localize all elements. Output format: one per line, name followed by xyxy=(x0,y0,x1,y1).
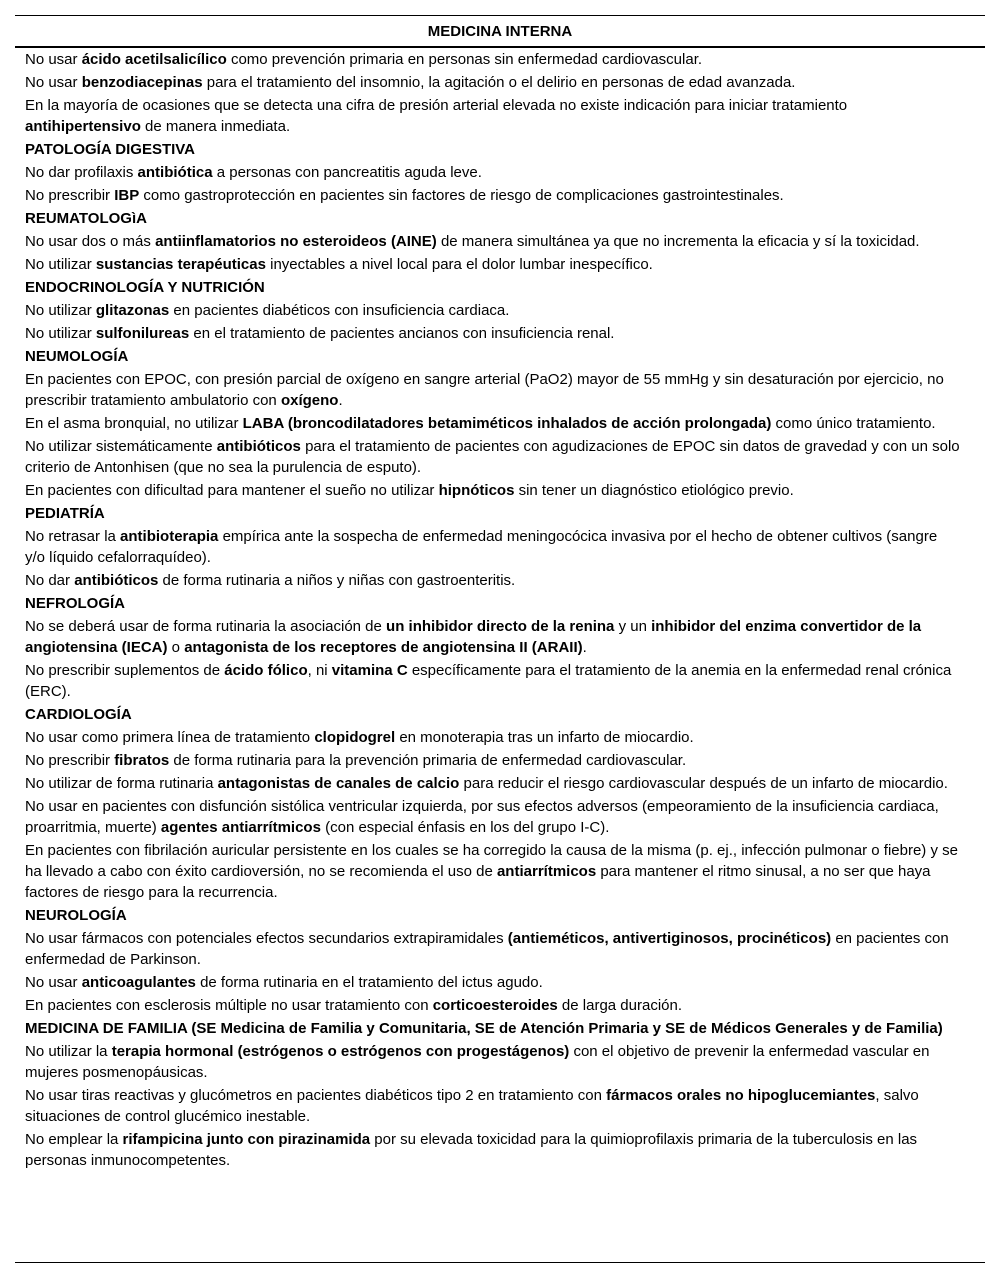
text-run: en monoterapia tras un infarto de miocardio. xyxy=(395,729,694,746)
recommendation-item xyxy=(25,1085,961,1127)
recommendation-item xyxy=(25,972,961,993)
drug-term: sustancias terapéuticas xyxy=(95,256,266,273)
text-run: (con especial énfasis en los del grupo I-C). xyxy=(320,819,610,836)
drug-term: glitazonas xyxy=(95,302,170,319)
text-run: No dar xyxy=(25,572,75,589)
table-title: MEDICINA INTERNA xyxy=(15,16,985,48)
recommendation-item xyxy=(25,231,961,252)
section-heading: NEFROLOGÍA xyxy=(25,595,125,612)
drug-term: ácido fólico xyxy=(224,662,308,679)
text-run: No usar xyxy=(25,51,82,68)
text-run: No emplear la xyxy=(25,1131,123,1148)
text-run: En la mayoría de ocasiones que se detecta una cifra de presión arterial elevada no existe indicación para iniciar tratamiento xyxy=(25,97,848,114)
section-heading: PATOLOGÍA DIGESTIVA xyxy=(25,141,196,158)
bottom-rule xyxy=(15,1262,985,1263)
text-run: para mantener el ritmo sinusal, a no ser que haya factores de riesgo para la recurrencia. xyxy=(25,863,931,901)
drug-term: antihipertensivo xyxy=(25,118,141,135)
text-run: de forma rutinaria en el tratamiento del ictus agudo. xyxy=(195,974,543,991)
text-run: para el tratamiento del insomnio, la agitación o el delirio en personas de edad avanzada. xyxy=(202,74,796,91)
section-heading: ENDOCRINOLOGÍA Y NUTRICIÓN xyxy=(25,279,265,296)
drug-term: LABA (broncodilatadores betamiméticos inhalados de acción prolongada) xyxy=(242,415,772,432)
drug-term: rifampicina junto con pirazinamida xyxy=(122,1131,371,1148)
section-heading: NEUMOLOGÍA xyxy=(25,348,129,365)
section-heading: NEUROLOGÍA xyxy=(25,907,127,924)
recommendation-item xyxy=(25,95,961,137)
recommendation-item xyxy=(25,928,961,970)
recommendation-item xyxy=(25,480,961,501)
text-run: en el tratamiento de pacientes ancianos con insuficiencia renal. xyxy=(189,325,615,342)
recommendation-item xyxy=(25,413,961,434)
drug-term: ácido acetilsalicílico xyxy=(81,51,227,68)
drug-term: antiinflamatorios no esteroideos (AINE) xyxy=(155,233,437,250)
drug-term: sulfonilureas xyxy=(95,325,190,342)
text-run: No utilizar xyxy=(25,302,96,319)
drug-term: fármacos orales no hipoglucemiantes xyxy=(606,1087,876,1104)
drug-term: oxígeno xyxy=(280,392,339,409)
recommendation-item xyxy=(25,995,961,1016)
text-run: No se deberá usar de forma rutinaria la asociación de xyxy=(25,618,387,635)
section-heading: MEDICINA DE FAMILIA (SE Medicina de Familia y Comunitaria, SE de Atención Primaria y SE de Médicos Generales y de Familia) xyxy=(25,1020,943,1037)
recommendation-item xyxy=(25,254,961,275)
text-run: . xyxy=(582,639,587,656)
text-run: a personas con pancreatitis aguda leve. xyxy=(212,164,482,181)
recommendation-item xyxy=(25,49,961,70)
recommendation-item xyxy=(25,616,961,658)
recommendation-item xyxy=(25,526,961,568)
recommendation-item xyxy=(25,570,961,591)
text-run: para reducir el riesgo cardiovascular después de un infarto de miocardio. xyxy=(459,775,948,792)
text-run: No prescribir xyxy=(25,752,115,769)
text-run: específicamente para el tratamiento de la anemia en la enfermedad renal crónica (ERC). xyxy=(25,662,952,700)
text-run: empírica ante la sospecha de enfermedad meningocócica invasiva por el hecho de obtener cultivos (sangre y/o líquido cefalorraquídeo). xyxy=(25,528,938,566)
recommendation-item xyxy=(25,323,961,344)
text-run: No usar dos o más xyxy=(25,233,156,250)
text-run: de forma rutinaria para la prevención primaria de enfermedad cardiovascular. xyxy=(169,752,687,769)
drug-term: antibiótica xyxy=(137,164,213,181)
section-heading: PEDIATRÍA xyxy=(25,505,105,522)
text-run: No usar fármacos con potenciales efectos secundarios extrapiramidales xyxy=(25,930,508,947)
text-run: No usar xyxy=(25,74,82,91)
text-run: , salvo situaciones de control glucémico inestable. xyxy=(25,1087,919,1125)
text-run: En pacientes con EPOC, con presión parcial de oxígeno en sangre arterial (PaO2) mayor de 55 mmHg y sin desaturación por ejercicio, no prescribir tratamiento ambulatorio con xyxy=(25,371,944,409)
drug-term: clopidogrel xyxy=(314,729,396,746)
recommendation-item xyxy=(25,773,961,794)
text-run: En pacientes con fibrilación auricular persistente en los cuales se ha corregido la causa de la misma (p. ej., infección pulmonar o fiebre) y se ha llevado a cabo con éxito cardioversión, no se recomienda el uso de xyxy=(25,842,958,880)
drug-term: vitamina C xyxy=(331,662,408,679)
recommendation-item xyxy=(25,369,961,411)
text-run: , ni xyxy=(307,662,332,679)
recommendation-item xyxy=(25,750,961,771)
text-run: No prescribir xyxy=(25,187,115,204)
recommendation-item xyxy=(25,300,961,321)
text-run: inyectables a nivel local para el dolor lumbar inespecífico. xyxy=(265,256,653,273)
drug-term: antibióticos xyxy=(216,438,301,455)
drug-term: antagonista de los receptores de angiotensina II (ARAII) xyxy=(184,639,583,656)
text-run: No dar profilaxis xyxy=(25,164,138,181)
drug-term: antibióticos xyxy=(74,572,159,589)
text-run: de larga duración. xyxy=(557,997,683,1014)
drug-term: un inhibidor directo de la renina xyxy=(386,618,615,635)
text-run: en pacientes diabéticos con insuficiencia cardiaca. xyxy=(169,302,510,319)
text-run: de manera simultánea ya que no incrementa la eficacia y sí la toxicidad. xyxy=(436,233,920,250)
text-run: No prescribir suplementos de xyxy=(25,662,225,679)
text-run: de manera inmediata. xyxy=(140,118,291,135)
text-run: No retrasar la xyxy=(25,528,121,545)
drug-term: antibioterapia xyxy=(120,528,219,545)
recommendation-item xyxy=(25,1129,961,1171)
text-run: No usar xyxy=(25,974,82,991)
drug-term: (antieméticos, antivertiginosos, procinéticos) xyxy=(507,930,832,947)
recommendation-item xyxy=(25,162,961,183)
recommendation-item xyxy=(25,72,961,93)
drug-term: IBP xyxy=(114,187,140,204)
recommendation-item xyxy=(25,185,961,206)
text-run: No utilizar sistemáticamente xyxy=(25,438,217,455)
section-heading: CARDIOLOGÍA xyxy=(25,706,132,723)
recommendation-item xyxy=(25,840,961,903)
text-run: En el asma bronquial, no utilizar xyxy=(25,415,243,432)
recommendation-item xyxy=(25,660,961,702)
text-run: de forma rutinaria a niños y niñas con gastroenteritis. xyxy=(158,572,516,589)
text-run: . xyxy=(338,392,343,409)
text-run: como prevención primaria en personas sin enfermedad cardiovascular. xyxy=(226,51,703,68)
recommendation-item xyxy=(25,436,961,478)
drug-term: antagonistas de canales de calcio xyxy=(217,775,460,792)
text-run: sin tener un diagnóstico etiológico previo. xyxy=(514,482,794,499)
text-run: En pacientes con dificultad para mantener el sueño no utilizar xyxy=(25,482,439,499)
text-run: o xyxy=(167,639,185,656)
text-run: y un xyxy=(614,618,652,635)
text-run: por su elevada toxicidad para la quimioprofilaxis primaria de la tuberculosis en las personas inmunocompetentes. xyxy=(25,1131,918,1169)
text-run: En pacientes con esclerosis múltiple no usar tratamiento con xyxy=(25,997,433,1014)
recommendation-item xyxy=(25,727,961,748)
text-run: No utilizar xyxy=(25,256,96,273)
text-run: como único tratamiento. xyxy=(771,415,936,432)
drug-term: terapia hormonal (estrógenos o estrógenos con progestágenos) xyxy=(111,1043,570,1060)
text-run: No utilizar xyxy=(25,325,96,342)
text-run: No usar tiras reactivas y glucómetros en pacientes diabéticos tipo 2 en tratamiento con xyxy=(25,1087,607,1104)
text-run: como gastroprotección en pacientes sin factores de riesgo de complicaciones gastrointestinales. xyxy=(139,187,784,204)
text-run: con el objetivo de prevenir la enfermedad vascular en mujeres posmenopáusicas. xyxy=(25,1043,930,1081)
text-run: para el tratamiento de pacientes con agudizaciones de EPOC sin datos de gravedad y con un solo criterio de Antonhisen (que no sea la purulencia de esputo). xyxy=(25,438,960,476)
recommendation-item xyxy=(25,1041,961,1083)
drug-term: benzodiacepinas xyxy=(81,74,203,91)
drug-term: inhibidor del enzima convertidor de la angiotensina (IECA) xyxy=(25,618,922,656)
recommendation-item xyxy=(25,796,961,838)
text-run: en pacientes con enfermedad de Parkinson. xyxy=(25,930,949,968)
drug-term: corticoesteroides xyxy=(432,997,558,1014)
text-run: No utilizar de forma rutinaria xyxy=(25,775,218,792)
drug-term: fibratos xyxy=(114,752,170,769)
drug-term: anticoagulantes xyxy=(81,974,196,991)
text-run: No utilizar la xyxy=(25,1043,112,1060)
text-run: No usar en pacientes con disfunción sistólica ventricular izquierda, por sus efectos adversos (empeoramiento de la insuficiencia cardiaca, proarritmia, muerte) xyxy=(25,798,939,836)
recommendations-list xyxy=(25,49,961,1173)
text-run: No usar como primera línea de tratamiento xyxy=(25,729,315,746)
drug-term: agentes antiarrítmicos xyxy=(160,819,321,836)
section-heading: REUMATOLOGìA xyxy=(25,210,147,227)
drug-term: antiarrítmicos xyxy=(496,863,597,880)
drug-term: hipnóticos xyxy=(438,482,515,499)
